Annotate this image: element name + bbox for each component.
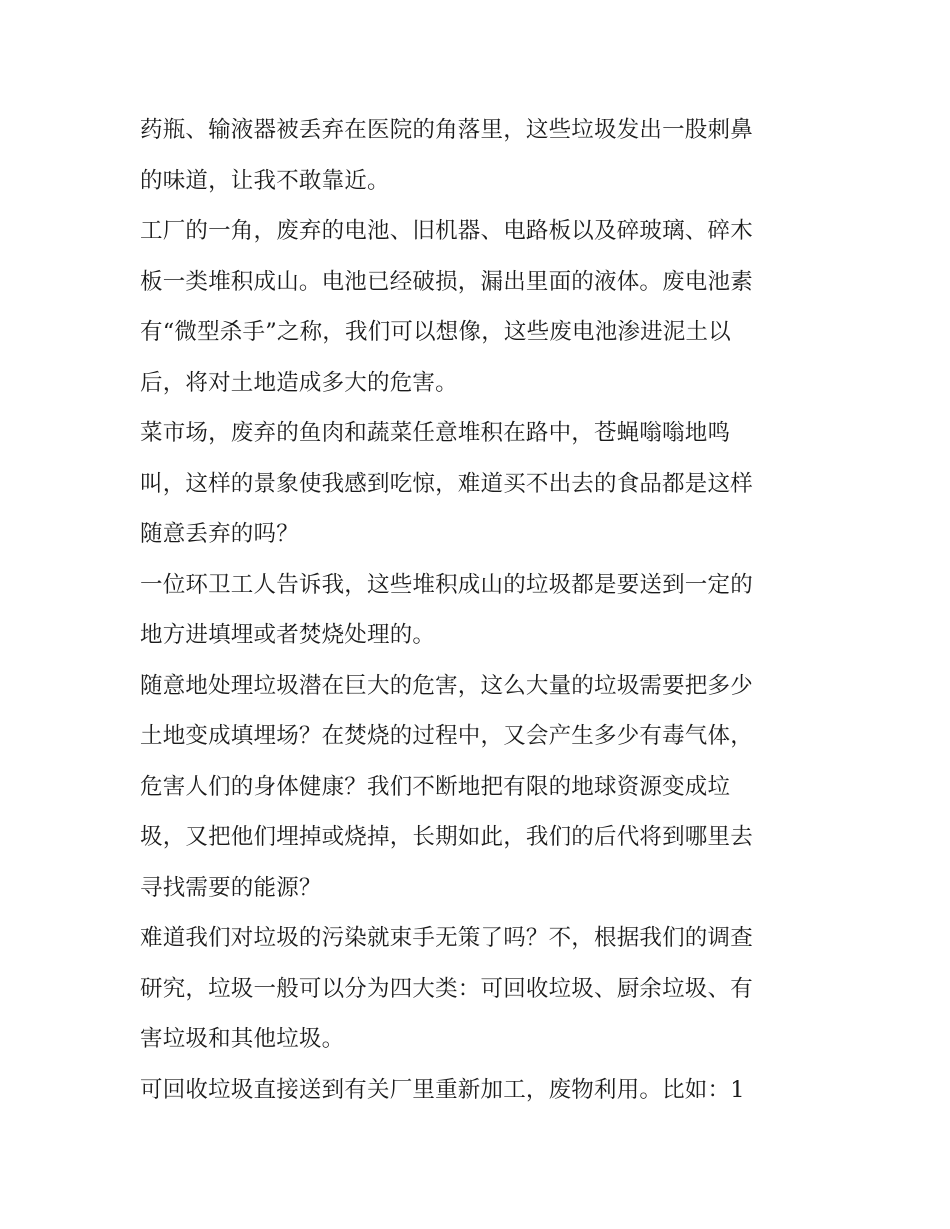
text-line: 难道我们对垃圾的污染就束手无策了吗？不，根据我们的调查 (140, 925, 753, 951)
text-line: 一位环卫工人告诉我，这些堆积成山的垃圾都是要送到一定的 (140, 571, 753, 598)
paragraph-classification (140, 913, 812, 1065)
text-line: 随意地处理垃圾潜在巨大的危害，这么大量的垃圾需要把多少 (140, 672, 753, 699)
text-line: 随意丢弃的吗？ (140, 521, 299, 547)
text-line: 后，将对土地造成多大的危害。 (140, 369, 458, 396)
text-line: 有“微型杀手”之称，我们可以想像，这些废电池渗进泥土以 (140, 319, 731, 345)
document-body (140, 105, 812, 1115)
paragraph-medical-waste (140, 105, 812, 206)
text-line: 地方进填埋或者焚烧处理的。 (140, 622, 436, 648)
text-line: 板一类堆积成山。电池已经破损，漏出里面的液体。废电池素 (140, 268, 753, 295)
text-line: 害垃圾和其他垃圾。 (140, 1026, 345, 1052)
paragraph-recyclables (140, 1065, 812, 1116)
text-line: 土地变成填埋场？在焚烧的过程中，又会产生多少有毒气体， (140, 723, 753, 749)
text-line: 的味道，让我不敢靠近。 (140, 167, 390, 194)
text-line: 危害人们的身体健康？我们不断地把有限的地球资源变成垃 (140, 773, 731, 800)
text-line: 可回收垃圾直接送到有关厂里重新加工，废物利用。比如：1 (140, 1076, 745, 1103)
paragraph-market-waste (140, 408, 812, 560)
text-line: 药瓶、输液器被丢弃在医院的角落里，这些垃圾发出一股刺鼻 (140, 117, 753, 143)
paragraph-factory-waste (140, 206, 812, 408)
text-line: 寻找需要的能源？ (140, 874, 322, 901)
text-line: 工厂的一角，废弃的电池、旧机器、电路板以及碎玻璃、碎木 (140, 218, 753, 244)
text-line: 叫，这样的景象使我感到吃惊，难道买不出去的食品都是这样 (140, 470, 753, 497)
text-line: 圾，又把他们埋掉或烧掉，长期如此，我们的后代将到哪里去 (140, 824, 753, 850)
text-line: 研究，垃圾一般可以分为四大类：可回收垃圾、厨余垃圾、有 (140, 975, 753, 1002)
paragraph-sanitation-worker (140, 560, 812, 661)
paragraph-hazards (140, 661, 812, 914)
text-line: 菜市场，废弃的鱼肉和蔬菜任意堆积在路中，苍蝇嗡嗡地鸣 (140, 420, 731, 446)
